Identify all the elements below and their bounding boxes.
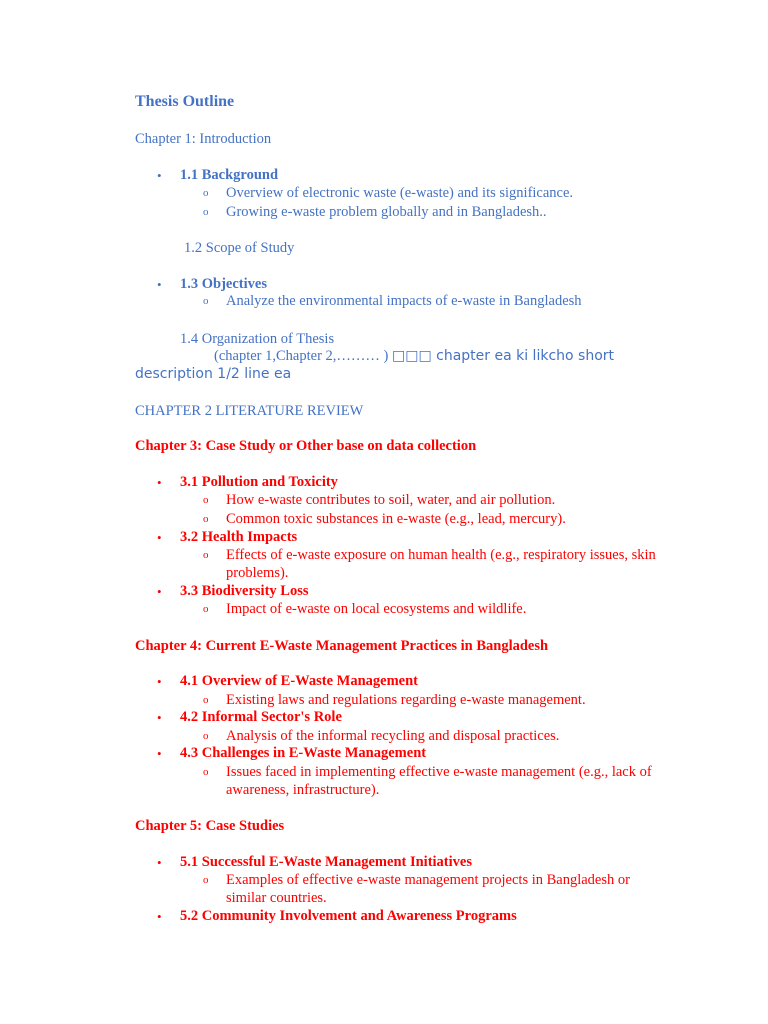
bullet-marker: •: [157, 855, 162, 870]
bullet-marker: •: [157, 277, 162, 292]
bullet-marker: •: [157, 909, 162, 924]
section-1-4-label: 1.4 Organization of Thesis: [180, 331, 335, 347]
bullet-marker: •: [157, 168, 162, 183]
sub-bullet-marker: o: [203, 549, 209, 561]
bullet-marker: •: [157, 710, 162, 725]
section-4-1-label: 4.1 Overview of E-Waste Management: [180, 673, 418, 689]
sub-bullet-marker: o: [203, 206, 209, 218]
section-4-1-item-1: Existing laws and regulations regarding e-waste management.: [226, 692, 586, 708]
sub-bullet-marker: o: [203, 295, 209, 307]
section-3-3-label: 3.3 Biodiversity Loss: [180, 583, 309, 599]
bullet-marker: •: [157, 530, 162, 545]
section-1-4-note-line: [214, 348, 614, 365]
chapter-2-heading: CHAPTER 2 LITERATURE REVIEW: [135, 403, 364, 419]
bullet-marker: •: [157, 584, 162, 599]
section-1-3-item-1: Analyze the environmental impacts of e-waste in Bangladesh: [226, 293, 582, 309]
section-3-1-item-1: How e-waste contributes to soil, water, and air pollution.: [226, 492, 556, 508]
section-5-1-item-1-cont: similar countries.: [226, 890, 327, 906]
section-1-4-note-sans: □□□ chapter ea ki likcho short: [391, 348, 615, 364]
section-1-1-item-2: Growing e-waste problem globally and in Bangladesh..: [226, 204, 547, 220]
section-4-2-label: 4.2 Informal Sector's Role: [180, 709, 342, 725]
sub-bullet-marker: o: [203, 187, 209, 199]
chapter-3-heading: Chapter 3: Case Study or Other base on data collection: [135, 438, 477, 454]
page-title: Thesis Outline: [135, 93, 235, 110]
section-4-3-item-1: Issues faced in implementing effective e-waste management (e.g., lack of: [226, 764, 652, 780]
section-5-1-label: 5.1 Successful E-Waste Management Initiatives: [180, 854, 472, 870]
section-1-1-label: 1.1 Background: [180, 167, 279, 183]
sub-bullet-marker: o: [203, 874, 209, 886]
sub-bullet-marker: o: [203, 730, 209, 742]
sub-bullet-marker: o: [203, 766, 209, 778]
section-1-2-label: 1.2 Scope of Study: [184, 240, 295, 256]
chapter-4-heading: Chapter 4: Current E-Waste Management Practices in Bangladesh: [135, 638, 549, 654]
section-3-1-label: 3.1 Pollution and Toxicity: [180, 474, 338, 490]
sub-bullet-marker: o: [203, 694, 209, 706]
section-3-3-item-1: Impact of e-waste on local ecosystems and wildlife.: [226, 601, 527, 617]
section-5-2-label: 5.2 Community Involvement and Awareness Programs: [180, 908, 517, 924]
sub-bullet-marker: o: [203, 603, 209, 615]
bullet-marker: •: [157, 674, 162, 689]
section-3-2-label: 3.2 Health Impacts: [180, 529, 298, 545]
chapter-5-heading: Chapter 5: Case Studies: [135, 818, 285, 834]
section-1-3-label: 1.3 Objectives: [180, 276, 267, 292]
section-4-3-label: 4.3 Challenges in E-Waste Management: [180, 745, 427, 761]
section-1-4-note-sans-2: description 1/2 line ea: [135, 366, 292, 382]
section-1-4-note-serif: (chapter 1,Chapter 2,……… ): [214, 348, 389, 364]
bullet-marker: •: [157, 475, 162, 490]
section-3-2-item-1-cont: problems).: [226, 565, 289, 581]
section-4-3-item-1-cont: awareness, infrastructure).: [226, 782, 380, 798]
section-3-2-item-1: Effects of e-waste exposure on human health (e.g., respiratory issues, skin: [226, 547, 656, 563]
sub-bullet-marker: o: [203, 494, 209, 506]
chapter-1-heading: Chapter 1: Introduction: [135, 131, 272, 147]
section-4-2-item-1: Analysis of the informal recycling and disposal practices.: [226, 728, 560, 744]
section-3-1-item-2: Common toxic substances in e-waste (e.g., lead, mercury).: [226, 511, 566, 527]
bullet-marker: •: [157, 746, 162, 761]
sub-bullet-marker: o: [203, 513, 209, 525]
section-1-1-item-1: Overview of electronic waste (e-waste) and its significance.: [226, 185, 574, 201]
section-5-1-item-1: Examples of effective e-waste management projects in Bangladesh or: [226, 872, 630, 888]
